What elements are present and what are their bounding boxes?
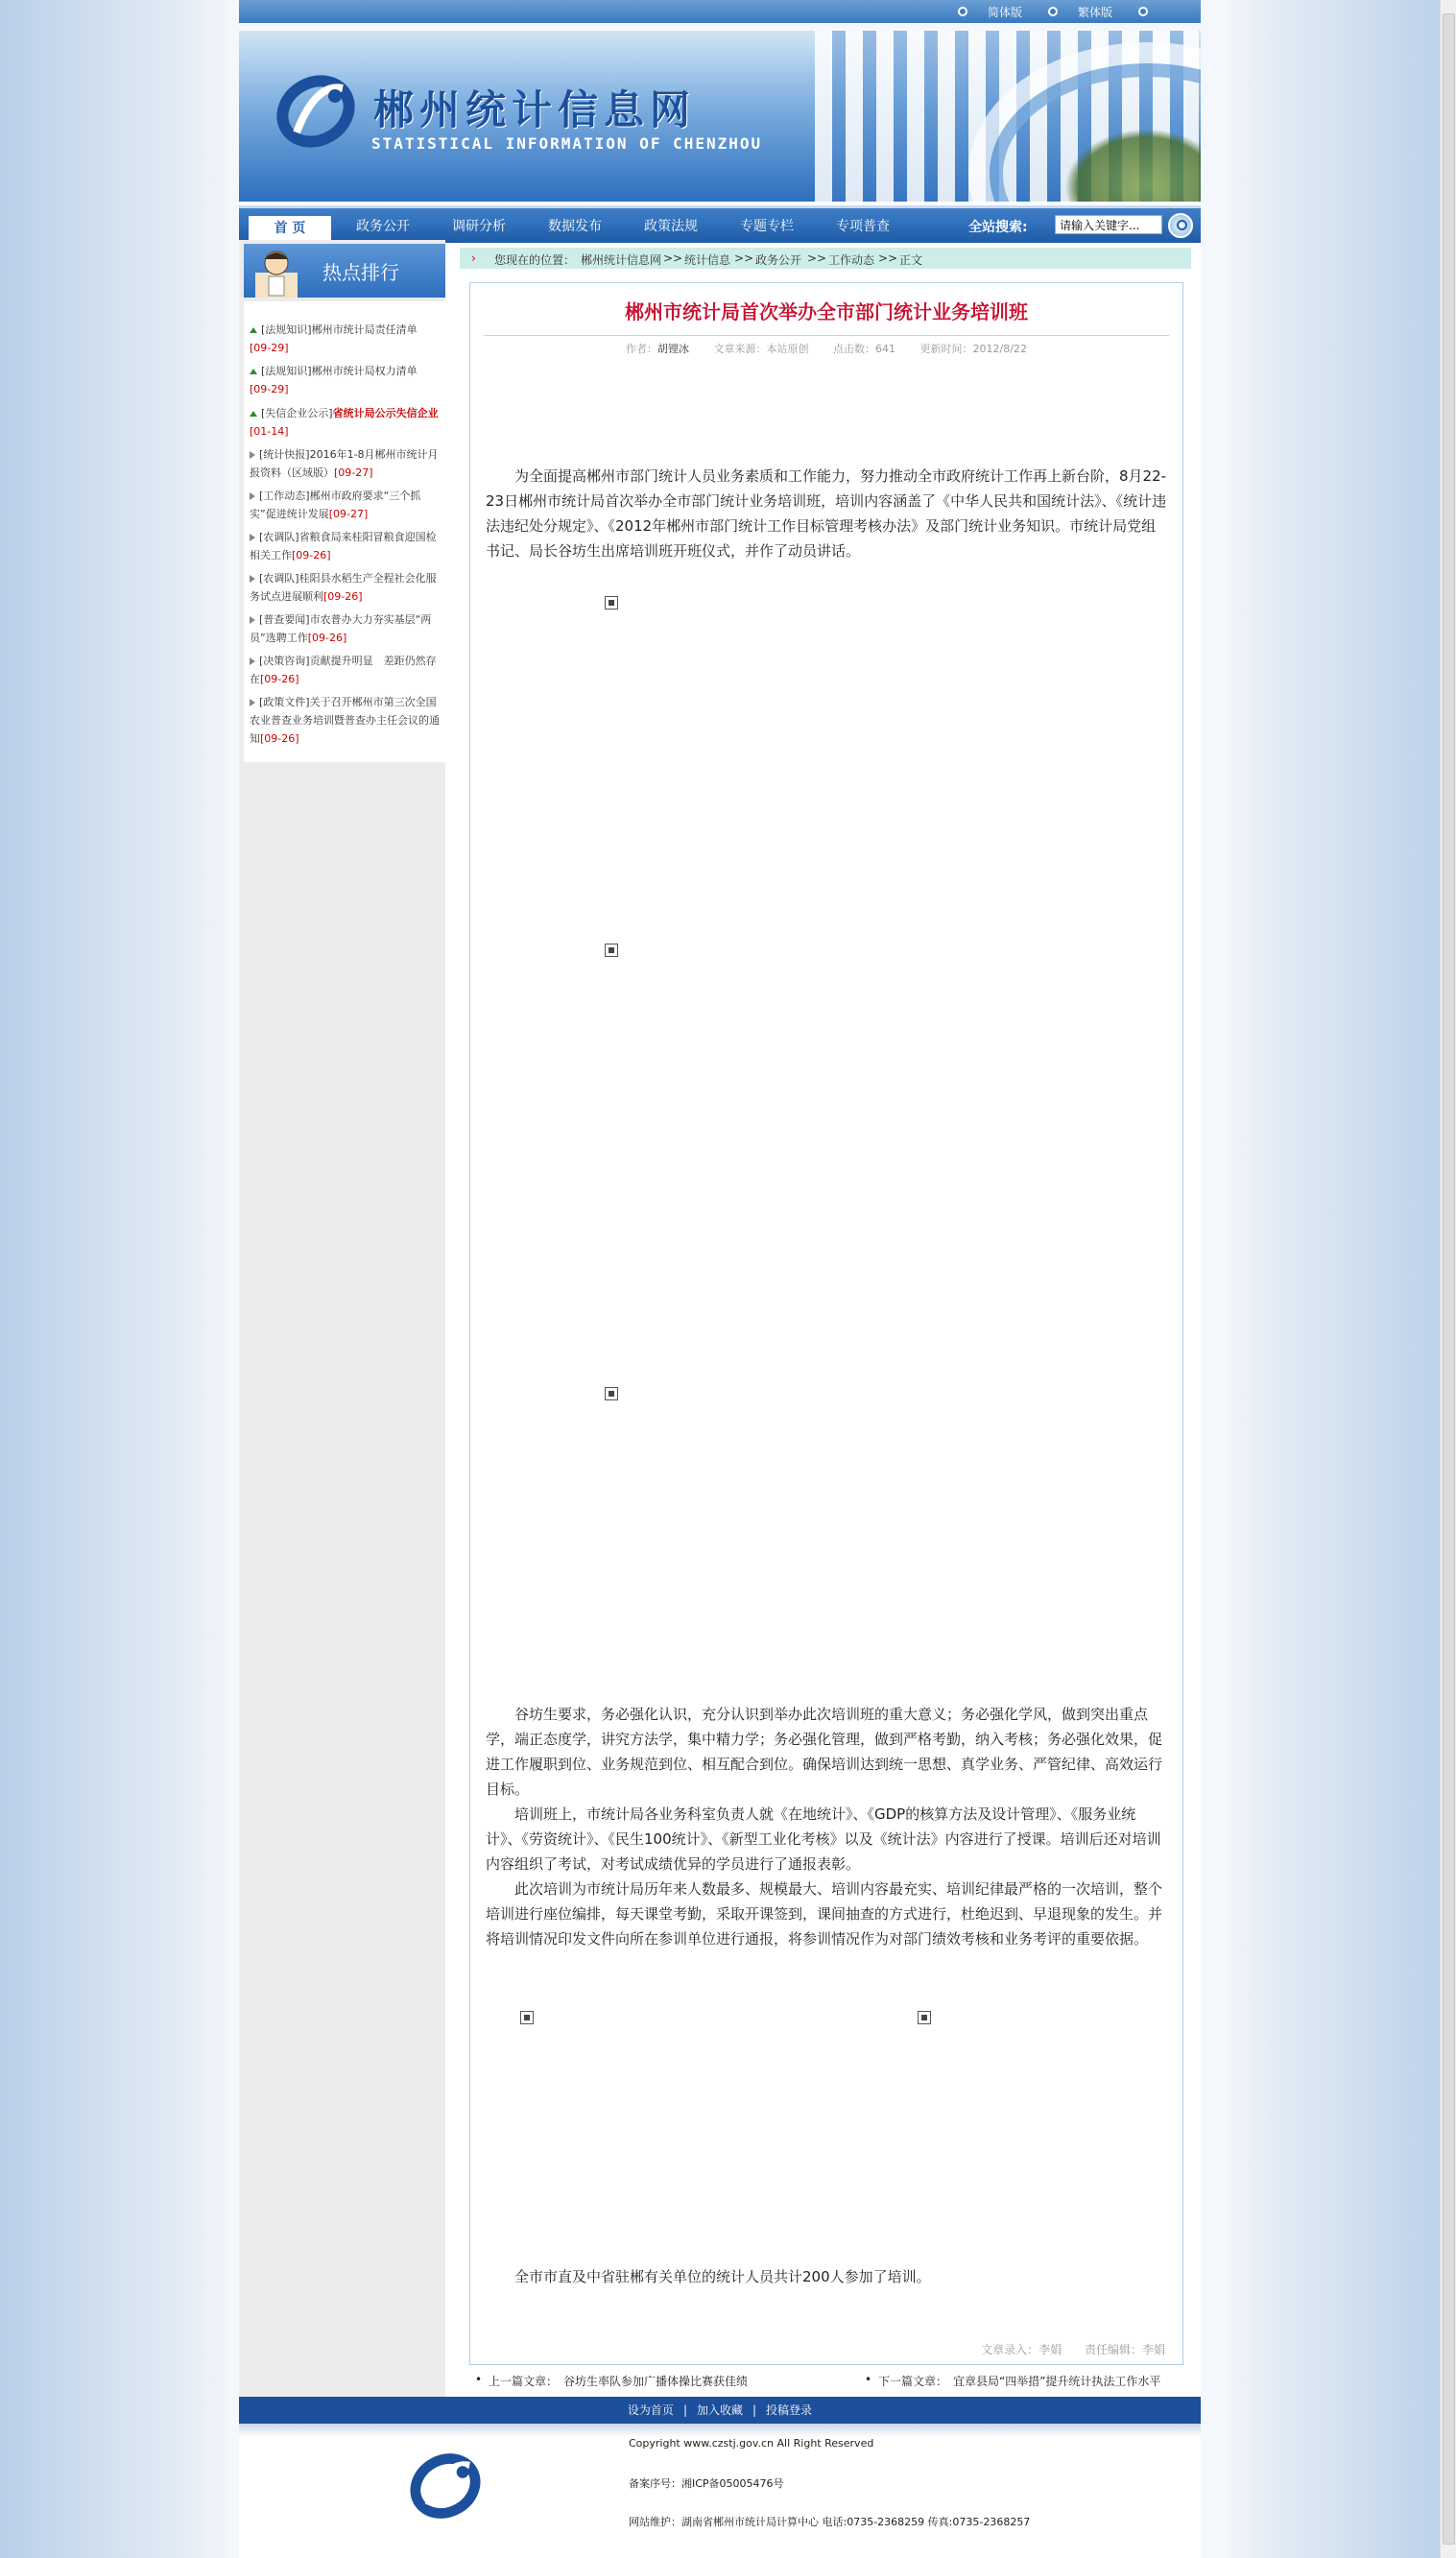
site-logo-icon[interactable] xyxy=(268,63,364,159)
footer-shadow xyxy=(239,2424,1201,2437)
broken-image-icon xyxy=(605,1387,618,1400)
list-item[interactable]: [决策咨询]贡献提升明显 差距仍然存在[09-26] xyxy=(250,655,437,685)
broken-image-icon xyxy=(918,2011,931,2024)
set-homepage-link[interactable]: 设为首页 xyxy=(627,2403,674,2417)
arrow-right-icon xyxy=(250,616,255,624)
arrow-right-icon xyxy=(250,575,255,583)
nav-item-gov-affairs[interactable]: 政务公开 xyxy=(356,219,410,234)
article-editor: 李娟 xyxy=(1141,2343,1165,2356)
divider xyxy=(484,335,1169,336)
article xyxy=(469,282,1183,2365)
nav-item-policy[interactable]: 政策法规 xyxy=(644,219,698,234)
article-author: 胡锂冰 xyxy=(657,343,690,355)
breadcrumb-separator-icon: >> xyxy=(878,251,898,265)
list-item[interactable]: [政策文件]关于召开郴州市第三次全国农业普查业务培训暨普查办主任会议的通知[09-26] xyxy=(250,696,440,745)
nav-item-topics[interactable]: 专题专栏 xyxy=(740,219,794,234)
footer xyxy=(239,2424,1201,2558)
next-article-link[interactable]: 宜章县局“四举措”提升统计执法工作水平 xyxy=(953,2375,1161,2388)
simplified-link[interactable]: 简体版 xyxy=(988,6,1023,19)
prev-next xyxy=(469,2371,1201,2390)
arrow-right-icon xyxy=(250,534,255,541)
scrollbar-thumb[interactable] xyxy=(1443,13,1455,2545)
article-hits: 641 xyxy=(875,343,896,355)
vertical-scrollbar[interactable] xyxy=(1440,0,1456,2558)
nav-item-home[interactable]: 首 页 xyxy=(249,216,331,243)
breadcrumb-prefix: 您现在的位置： xyxy=(494,253,576,267)
bullet-icon xyxy=(958,7,967,16)
broken-image-icon xyxy=(605,944,618,957)
header-banner xyxy=(239,23,1201,202)
arrow-up-icon xyxy=(250,327,257,333)
list-item[interactable]: [法规知识]郴州市统计局责任清单 [09-29] xyxy=(250,323,418,354)
person-icon xyxy=(248,244,305,298)
search-input[interactable] xyxy=(1055,215,1162,234)
article-paragraph: 此次培训为市统计局历年来人数最多、规模最大、培训内容最充实、培训纪律最严格的一次培训，整个培训进行座位编排，每天课堂考勤，采取开课签到，课间抽查的方式进行，杜绝迟到、早退现象的发生。并将培训情况印发文件向所在参训单位进行通报，将参训情况作为对部门绩效考核和业务考评的重要依据。 xyxy=(486,1880,1163,1948)
sidebar xyxy=(239,240,445,2398)
arrow-right-icon: › xyxy=(471,251,476,265)
nav-item-research[interactable]: 调研分析 xyxy=(452,219,506,234)
breadcrumb-item[interactable]: 工作动态 xyxy=(828,253,875,267)
maintainer-text: 网站维护：湖南省郴州市统计局计算中心 电话:0735-2368259 传真:0735-2368257 xyxy=(629,2516,1031,2528)
list-item[interactable]: [农调队]桂阳县水稻生产全程社会化服务试点进展顺利[09-26] xyxy=(250,572,437,603)
footer-links: 设为首页 | 加入收藏 | 投稿登录 xyxy=(239,2397,1201,2424)
article-paragraph: 为全面提高郴州市部门统计人员业务素质和工作能力，努力推动全市政府统计工作再上新台阶，8月22-23日郴州市统计局首次举办全市部门统计业务培训班，培训内容涵盖了《中华人民共和国统计法》、《统计违法违纪处分规定》、《2012年郴州市部门统计工作目标管理考核办法》及部门统计业务知识。市统计局党组书记、局长谷坊生出席培训班开班仪式，并作了动员讲话。 xyxy=(486,467,1167,560)
banner-greenery xyxy=(1064,129,1201,202)
list-item[interactable]: [工作动态]郴州市政府要求“三个抓实”促进统计发展[09-27] xyxy=(250,490,421,520)
traditional-link[interactable]: 繁体版 xyxy=(1078,6,1113,19)
banner-top-band xyxy=(239,23,1201,31)
submit-login-link[interactable]: 投稿登录 xyxy=(766,2403,813,2417)
next-label: 下一篇文章： xyxy=(878,2375,948,2388)
main-nav xyxy=(239,205,1201,243)
broken-image-icon xyxy=(520,2011,534,2024)
sidebar-header xyxy=(244,244,445,298)
broken-image-icon xyxy=(605,596,618,610)
nav-item-census[interactable]: 专项普查 xyxy=(836,219,890,234)
search-label: 全站搜索: xyxy=(968,220,1028,235)
breadcrumb-separator-icon: >> xyxy=(734,251,754,265)
article-entry: 李娟 xyxy=(1038,2343,1062,2356)
bullet-icon: • xyxy=(865,2373,872,2386)
list-item[interactable]: [法规知识]郴州市统计局权力清单 [09-29] xyxy=(250,365,418,395)
arrow-up-icon xyxy=(250,369,257,374)
article-paragraph: 全市市直及中省驻郴有关单位的统计人员共计200人参加了培训。 xyxy=(514,2268,931,2285)
prev-label: 上一篇文章： xyxy=(489,2375,559,2388)
article-paragraph: 谷坊生要求，务必强化认识，充分认识到举办此次培训班的重大意义；务必强化学风，做到突出重点学，端正态度学，讲究方法学，集中精力学；务必强化管理，做到严格考勤，纳入考核；务必强化效果，促进工作履职到位、业务规范到位、相互配合到位。确保培训达到统一思想、真学业务、严管纪律、高效运行目标。 xyxy=(486,1706,1163,1798)
arrow-right-icon xyxy=(250,699,255,706)
arrow-right-icon xyxy=(250,451,255,459)
list-item[interactable]: [普查要闻]市农普办大力夯实基层“两员”选聘工作[09-26] xyxy=(250,613,432,644)
site-name-cn: 郴州统计信息网 xyxy=(373,86,697,133)
breadcrumb-item[interactable]: 郴州统计信息网 xyxy=(581,253,662,267)
arrow-up-icon xyxy=(250,411,257,417)
site-name-en: STATISTICAL INFORMATION OF CHENZHOU xyxy=(371,134,763,153)
article-footer: 文章录入：李娟 责任编辑：李娟 xyxy=(981,2343,1165,2356)
bullet-icon xyxy=(1138,7,1148,16)
list-item[interactable]: [失信企业公示]省统计局公示失信企业[01-14] xyxy=(250,407,439,438)
top-bar xyxy=(239,0,1201,23)
icp-text: 备案序号：湘ICP备05005476号 xyxy=(629,2477,784,2490)
list-item[interactable]: [统计快报]2016年1-8月郴州市统计月报资料（区域版）[09-27] xyxy=(250,448,439,479)
breadcrumb-separator-icon: >> xyxy=(807,251,827,265)
footer-logo-icon xyxy=(402,2443,489,2529)
breadcrumb-current: 正文 xyxy=(899,253,923,267)
article-meta: 作者：胡锂冰 文章来源：本站原创 点击数：641 更新时间：2012/8/22 xyxy=(626,343,1027,355)
prev-article-link[interactable]: 谷坊生率队参加广播体操比赛获佳绩 xyxy=(563,2375,749,2388)
page-container xyxy=(239,0,1201,2558)
search-button[interactable] xyxy=(1168,213,1193,238)
breadcrumb-item[interactable]: 统计信息 xyxy=(684,253,731,267)
nav-item-data-release[interactable]: 数据发布 xyxy=(548,219,602,234)
arrow-right-icon xyxy=(250,492,255,500)
arrow-right-icon xyxy=(250,657,255,665)
list-item[interactable]: [农调队]省粮食局来桂阳冒粮食迎国检相关工作[09-26] xyxy=(250,531,437,562)
bullet-icon xyxy=(1048,7,1058,16)
article-title: 郴州市统计局首次举办全市部门统计业务培训班 xyxy=(625,300,1028,323)
bullet-icon: • xyxy=(475,2373,483,2386)
article-source: 本站原创 xyxy=(766,343,809,355)
add-favorite-link[interactable]: 加入收藏 xyxy=(696,2403,743,2417)
breadcrumb-item[interactable]: 政务公开 xyxy=(755,253,802,267)
breadcrumb xyxy=(460,248,1191,269)
article-paragraph: 培训班上，市统计局各业务科室负责人就《在地统计》、《GDP的核算方法及设计管理》、《服务业统计》、《劳资统计》、《民生100统计》、《新型工业化考核》以及《统计法》内容进行了授课。培训后还对培训内容组织了考试，对考试成绩优异的学员进行了通报表彰。 xyxy=(486,1805,1161,1873)
sidebar-title: 热点排行 xyxy=(322,261,399,284)
hot-list xyxy=(244,301,445,762)
copyright-text: Copyright www.czstj.gov.cn All Right Reserved xyxy=(629,2437,874,2450)
article-updated: 2012/8/22 xyxy=(972,343,1027,355)
breadcrumb-separator-icon: >> xyxy=(663,251,683,265)
